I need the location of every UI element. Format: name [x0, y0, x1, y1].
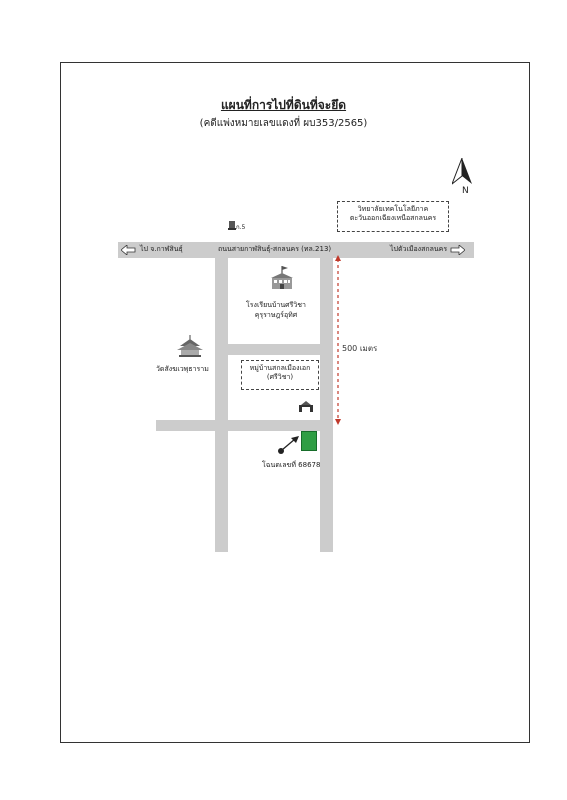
- target-land-plot: [301, 431, 317, 451]
- side-road-left: [215, 258, 228, 552]
- school-icon: [269, 266, 295, 290]
- cross-road-middle: [228, 344, 320, 355]
- left-direction-label: ไป จ.กาฬสินธุ์: [140, 245, 183, 253]
- village-label: หมู่บ้านสกลเมืองเอก (ศรีวิชา): [241, 360, 319, 390]
- plot-pointer-arrow: [277, 433, 301, 455]
- distance-label: 500 เมตร: [342, 344, 378, 353]
- main-road-name: ถนนสายกาฬสินธุ์-สกลนคร (ทล.213): [218, 245, 332, 253]
- north-arrow-icon: [452, 158, 482, 194]
- deed-label: โฉนดเลขที่ 68678: [262, 461, 321, 469]
- college-label: วิทยาลัยเทคโนโลยีภาค ตะวันออกเฉียงเหนือสกลนคร: [337, 201, 449, 232]
- side-road-right: [320, 258, 333, 552]
- map-title: แผนที่การไปที่ดินที่จะยึด: [220, 98, 347, 112]
- village-gate-icon: [299, 401, 313, 413]
- temple-label: วัดสังฆเวพุธาราม: [156, 365, 209, 373]
- north-label: N: [462, 186, 469, 194]
- map-subtitle: (คดีแพ่งหมายเลขแดงที่ ผบ353/2565): [199, 118, 368, 129]
- left-direction-arrow-icon: [121, 245, 136, 255]
- km-marker-icon: [228, 220, 236, 230]
- school-label: โรงเรียนบ้านศรีวิชา คุรุราษฎร์อุทิศ: [246, 301, 306, 320]
- distance-arrow: [334, 255, 342, 425]
- km-marker-label: ก.5: [236, 224, 246, 231]
- temple-icon: [176, 335, 204, 357]
- cross-road-lower: [156, 420, 333, 431]
- right-direction-label: ไปตัวเมืองสกลนคร: [390, 245, 448, 253]
- right-direction-arrow-icon: [450, 245, 465, 255]
